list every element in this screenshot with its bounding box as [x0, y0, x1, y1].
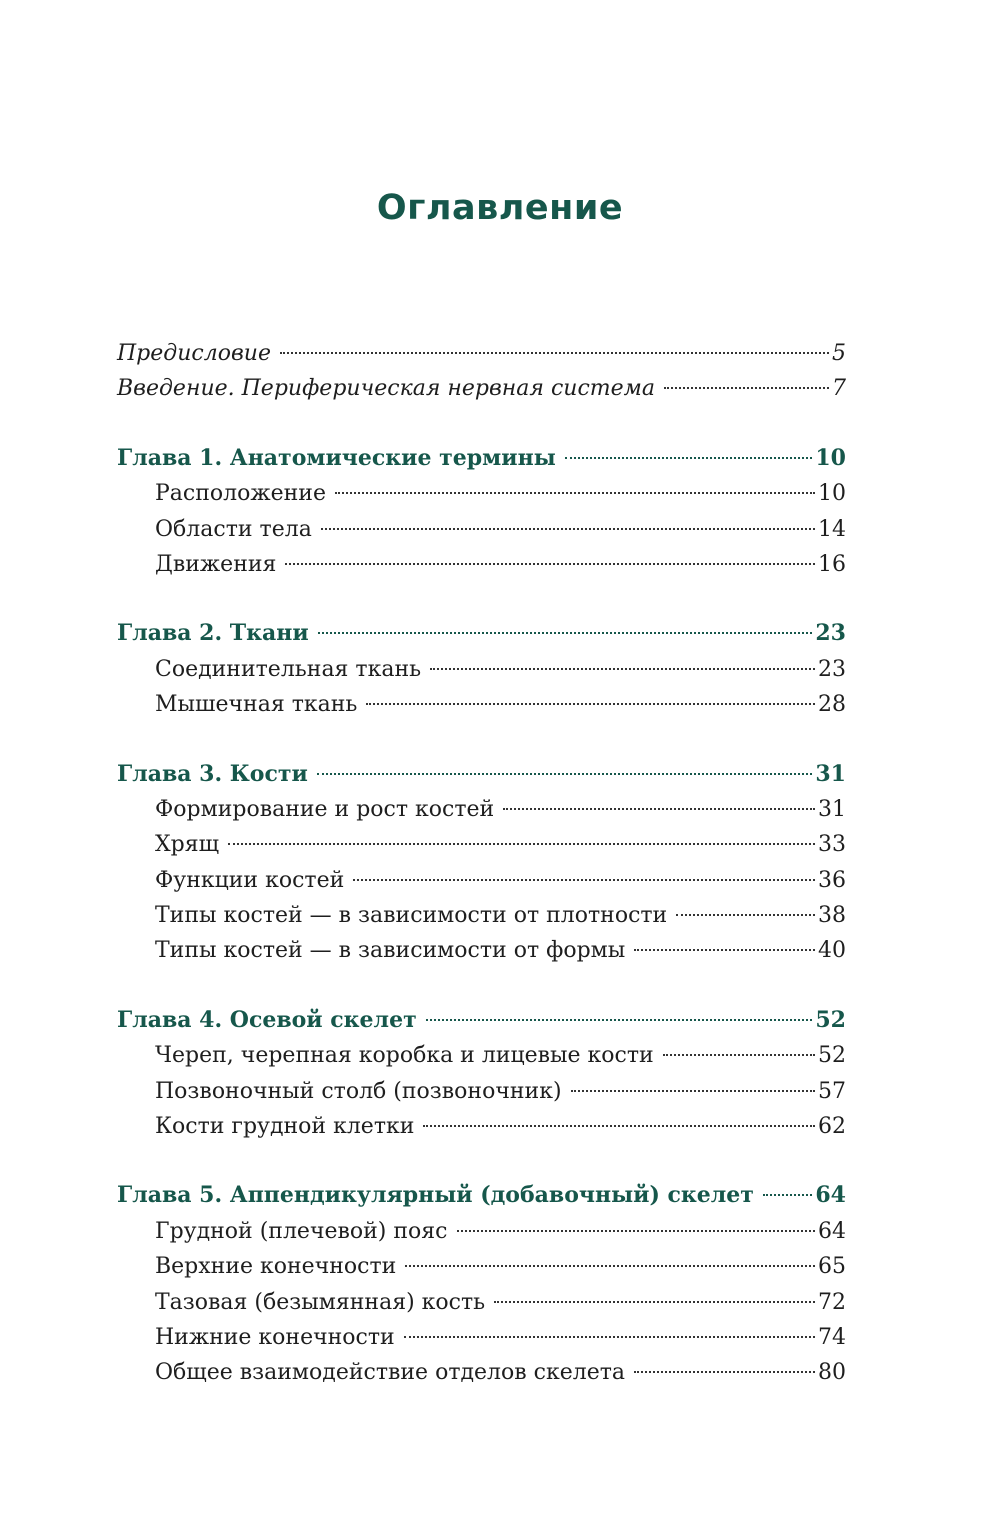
toc-section[interactable]	[117, 792, 846, 827]
spacer	[117, 969, 846, 1003]
toc-section[interactable]	[117, 1285, 846, 1320]
section-label: Тазовая (безымянная) кость	[155, 1289, 486, 1315]
chapter-label: Глава 4. Осевой скелет	[117, 1006, 417, 1033]
section-page: 33	[818, 832, 846, 858]
section-label: Типы костей — в зависимости от плотности	[155, 903, 668, 929]
toc-chapter-5[interactable]	[117, 1178, 846, 1213]
dot-leader	[503, 808, 815, 810]
dot-leader	[280, 352, 829, 354]
toc-section[interactable]	[117, 1249, 846, 1284]
dot-leader	[634, 949, 815, 951]
dot-leader	[423, 1125, 815, 1127]
chapter-label: Глава 1. Анатомические термины	[117, 444, 556, 471]
dot-leader	[430, 668, 815, 670]
section-page: 28	[818, 692, 846, 718]
section-page: 16	[818, 551, 846, 577]
section-page: 38	[818, 903, 846, 929]
section-page: 36	[818, 867, 846, 893]
entry-page: 7	[832, 376, 846, 402]
dot-leader	[457, 1230, 816, 1232]
section-page: 57	[818, 1078, 846, 1104]
section-page: 23	[818, 656, 846, 682]
dot-leader	[676, 914, 815, 916]
page-title: Оглавление	[376, 188, 624, 228]
toc-section[interactable]	[117, 687, 846, 722]
chapter-label: Глава 5. Аппендикулярный (добавочный) скелет	[117, 1182, 754, 1209]
dot-leader	[404, 1336, 815, 1338]
section-page: 65	[818, 1254, 846, 1280]
toc-chapter-2[interactable]	[117, 616, 846, 651]
section-page: 74	[818, 1324, 846, 1350]
section-label: Соединительная ткань	[155, 656, 422, 682]
section-page: 64	[818, 1218, 846, 1244]
section-label: Расположение	[155, 481, 326, 507]
dot-leader	[366, 703, 815, 705]
toc-section[interactable]	[117, 512, 846, 547]
chapter-page: 31	[815, 760, 846, 787]
toc-section[interactable]	[117, 652, 846, 687]
toc-section[interactable]	[117, 1214, 846, 1249]
section-page: 40	[818, 938, 846, 964]
dot-leader	[571, 1090, 815, 1092]
toc-section[interactable]	[117, 898, 846, 933]
dot-leader	[335, 492, 815, 494]
spacer	[117, 582, 846, 616]
toc-section[interactable]	[117, 933, 846, 968]
section-page: 14	[818, 516, 846, 542]
toc-section[interactable]	[117, 1109, 846, 1144]
section-page: 72	[818, 1289, 846, 1315]
dot-leader	[405, 1265, 815, 1267]
dot-leader	[565, 457, 813, 459]
entry-label: Предисловие	[117, 341, 271, 366]
section-page: 62	[818, 1114, 846, 1140]
dot-leader	[228, 843, 815, 845]
spacer	[117, 1144, 846, 1178]
dot-leader	[634, 1371, 815, 1373]
chapter-label: Глава 2. Ткани	[117, 620, 309, 647]
section-page: 31	[818, 796, 846, 822]
section-label: Мышечная ткань	[155, 692, 358, 718]
section-label: Грудной (плечевой) пояс	[155, 1218, 448, 1244]
toc-section[interactable]	[117, 1038, 846, 1073]
toc-entry-preface[interactable]	[117, 336, 846, 371]
section-label: Функции костей	[155, 867, 345, 893]
section-label: Череп, черепная коробка и лицевые кости	[155, 1043, 654, 1069]
section-label: Кости грудной клетки	[155, 1114, 415, 1140]
dot-leader	[763, 1194, 812, 1196]
chapter-label: Глава 3. Кости	[117, 760, 308, 787]
chapter-page: 10	[815, 444, 846, 471]
chapter-page: 23	[815, 620, 846, 647]
spacer	[117, 407, 846, 441]
toc-section[interactable]	[117, 1074, 846, 1109]
chapter-page: 64	[815, 1182, 846, 1209]
toc-section[interactable]	[117, 476, 846, 511]
toc-section[interactable]	[117, 1320, 846, 1355]
toc-chapter-3[interactable]	[117, 757, 846, 792]
dot-leader	[317, 773, 813, 775]
dot-leader	[318, 632, 813, 634]
section-label: Позвоночный столб (позвоночник)	[155, 1078, 562, 1104]
toc-section[interactable]	[117, 547, 846, 582]
dot-leader	[426, 1019, 813, 1021]
chapter-page: 52	[815, 1006, 846, 1033]
section-label: Нижние конечности	[155, 1324, 395, 1350]
entry-label: Введение. Периферическая нервная система	[117, 376, 656, 402]
dot-leader	[321, 528, 815, 530]
dot-leader	[664, 387, 829, 389]
toc-section[interactable]	[117, 827, 846, 862]
toc-chapter-4[interactable]	[117, 1003, 846, 1038]
section-label: Типы костей — в зависимости от формы	[155, 938, 626, 964]
section-label: Хрящ	[155, 832, 220, 858]
toc-chapter-1[interactable]	[117, 441, 846, 476]
table-of-contents	[117, 336, 846, 1391]
section-label: Движения	[155, 551, 277, 577]
section-label: Формирование и рост костей	[155, 796, 495, 822]
section-page: 80	[818, 1360, 846, 1386]
toc-section[interactable]	[117, 1355, 846, 1390]
section-label: Верхние конечности	[155, 1254, 397, 1280]
section-page: 10	[818, 481, 846, 507]
section-label: Общее взаимодействие отделов скелета	[155, 1360, 626, 1386]
section-page: 52	[818, 1043, 846, 1069]
dot-leader	[353, 879, 815, 881]
toc-section[interactable]	[117, 863, 846, 898]
dot-leader	[494, 1301, 815, 1303]
section-label: Области тела	[155, 516, 312, 542]
entry-page: 5	[832, 341, 846, 366]
toc-entry-introduction[interactable]	[117, 371, 846, 406]
dot-leader	[285, 563, 815, 565]
spacer	[117, 723, 846, 757]
dot-leader	[663, 1054, 815, 1056]
